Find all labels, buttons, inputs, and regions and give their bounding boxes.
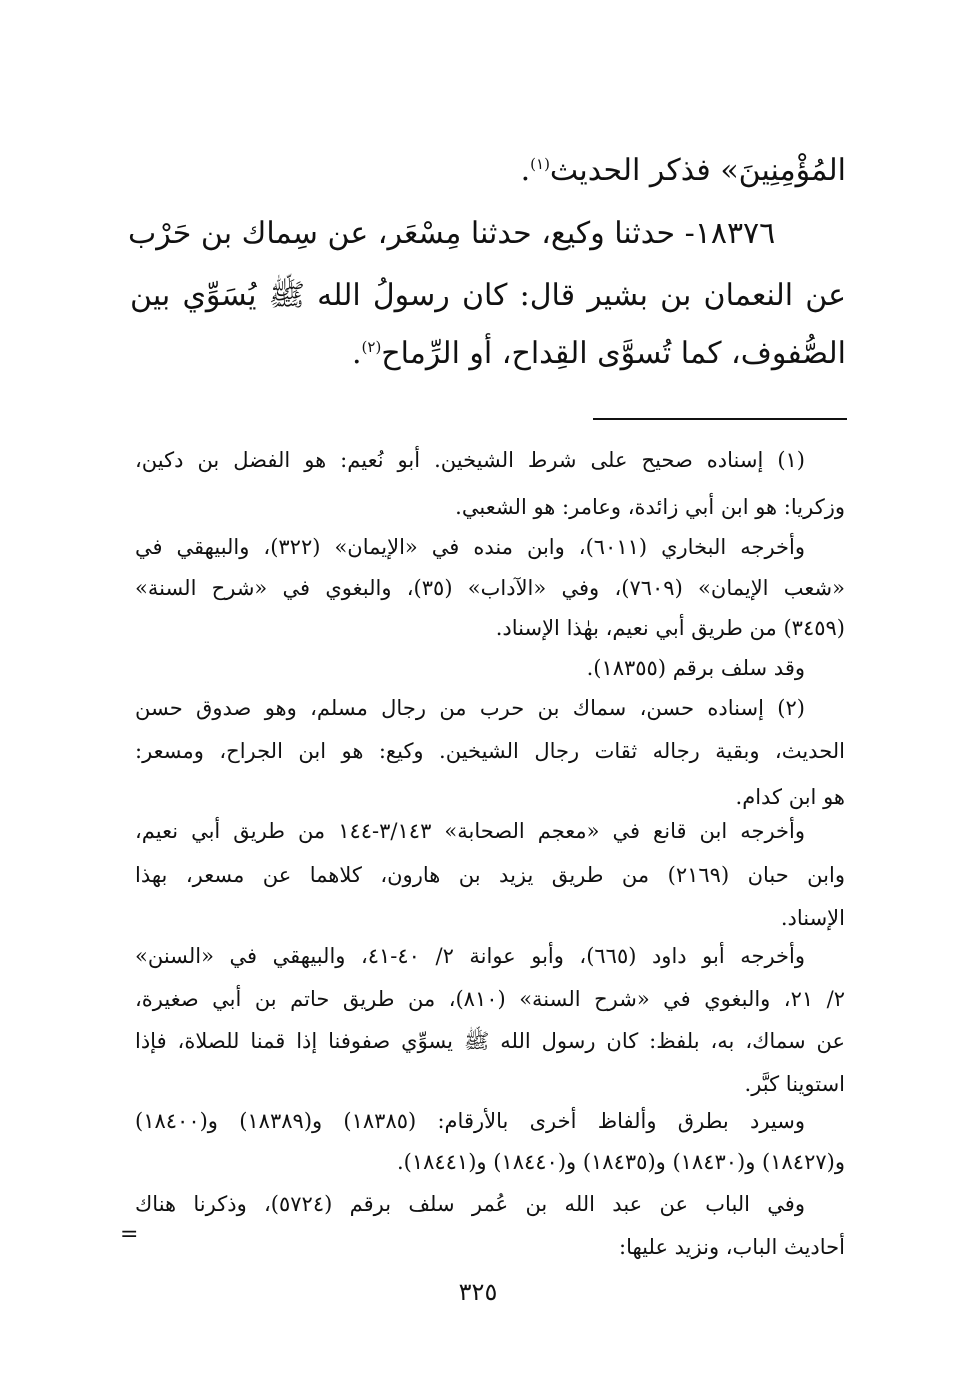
main-text-line-1-end: . <box>520 153 531 188</box>
footnote-line: أحاديث الباب، ونزيد عليها: <box>619 1235 845 1259</box>
footnote-line: الحديث، وبقية رجاله ثقات رجال الشيخين. وكيع: هو ابن الجراح، ومسعر: <box>135 739 845 763</box>
footnote-line: وأخرجه أبو داود (٦٦٥)، وأبو عوانة ٢/ ٤٠-٤١، والبيهقي في «السنن» <box>135 944 805 968</box>
footnote-line: وسيرد بطرق وألفاظ أخرى بالأرقام: (١٨٣٨٥) و(١٨٣٨٩) و(١٨٤٠٠) <box>135 1109 806 1133</box>
main-text-line-4-text: الصُّفوف، كما تُسوَّى القِداح، أو الرِّماح <box>381 336 846 371</box>
footnote-line: وفي الباب عن عبد الله بن عُمر سلف برقم (٥٧٢٤)، وذكرنا هناك <box>135 1192 805 1216</box>
footnote-line: وابن حبان (٢١٦٩) من طريق يزيد بن هارون، كلاهما عن مسعر، بهذا <box>135 863 845 887</box>
continuation-mark: = <box>120 1222 139 1247</box>
footnote-line: وأخرجه البخاري (٦٠١١)، وابن منده في «الإيمان» (٣٢٢)، والبيهقي في <box>135 535 806 559</box>
footnote-line: وقد سلف برقم (١٨٣٥٥). <box>586 656 805 680</box>
footnote-line: و(١٨٤٢٧) و(١٨٤٣٠) و(١٨٤٣٥) و(١٨٤٤٠) و(١٨٤٤١). <box>396 1150 845 1174</box>
footnote-line: ٢/ ٢١، والبغوي في «شرح السنة» (٨١٠)، من طريق حاتم بن أبي صغيرة، <box>135 987 845 1011</box>
footnote-line: عن سماك، به، بلفظ: كان رسول الله ﷺ يسوِّي صفوفنا إذا قمنا للصلاة، فإذا <box>135 1029 845 1053</box>
main-text-line-3: عن النعمان بن بشير قال: كان رسولُ الله ﷺ يُسَوِّي بين <box>130 278 846 313</box>
footnote-line: وأخرجه ابن قانع في «معجم الصحابة» ٣/١٤٣-١٤٤ من طريق أبي نعيم، <box>135 819 805 843</box>
footnote-line: (٢) إسناده حسن، سماك بن حرب من رجال مسلم، وهو صدوق حسن <box>135 696 805 720</box>
footnote-separator <box>593 418 847 420</box>
main-text-line-4 <box>130 324 846 384</box>
footnote-line: استوينا كبَّر. <box>744 1072 845 1096</box>
hadith-number-line: ١٨٣٧٦- حدثنا وكيع، حدثنا مِسْعَر، عن سِماك بن حَرْب <box>128 216 776 251</box>
main-text-line-4-end: . <box>351 336 362 371</box>
main-text-line-1-text: المُؤْمِنِينَ» فذكر الحديث <box>549 153 846 188</box>
footnote-line: الإسناد. <box>780 906 845 930</box>
main-text-line-1 <box>130 141 846 201</box>
footnote-line: «شعب الإيمان» (٧٦٠٩)، وفي «الآداب» (٣٥)، والبغوي في «شرح السنة» <box>135 576 845 600</box>
footnote-line: هو ابن كدام. <box>735 785 845 809</box>
footnote-line: وزكريا: هو ابن أبي زائدة، وعامر: هو الشعبي. <box>455 495 845 519</box>
footnote-ref-1: (١) <box>530 155 550 173</box>
page-number: ٣٢٥ <box>458 1278 498 1306</box>
footnote-ref-2: (٢) <box>361 338 382 356</box>
main-text-line-2 <box>130 204 846 264</box>
footnote-line: (١) إسناده صحيح على شرط الشيخين. أبو نُعيم: هو الفضل بن دكين، <box>135 448 805 472</box>
footnote-line: (٣٤٥٩) من طريق أبي نعيم، بهٰذا الإسناد. <box>495 616 845 640</box>
